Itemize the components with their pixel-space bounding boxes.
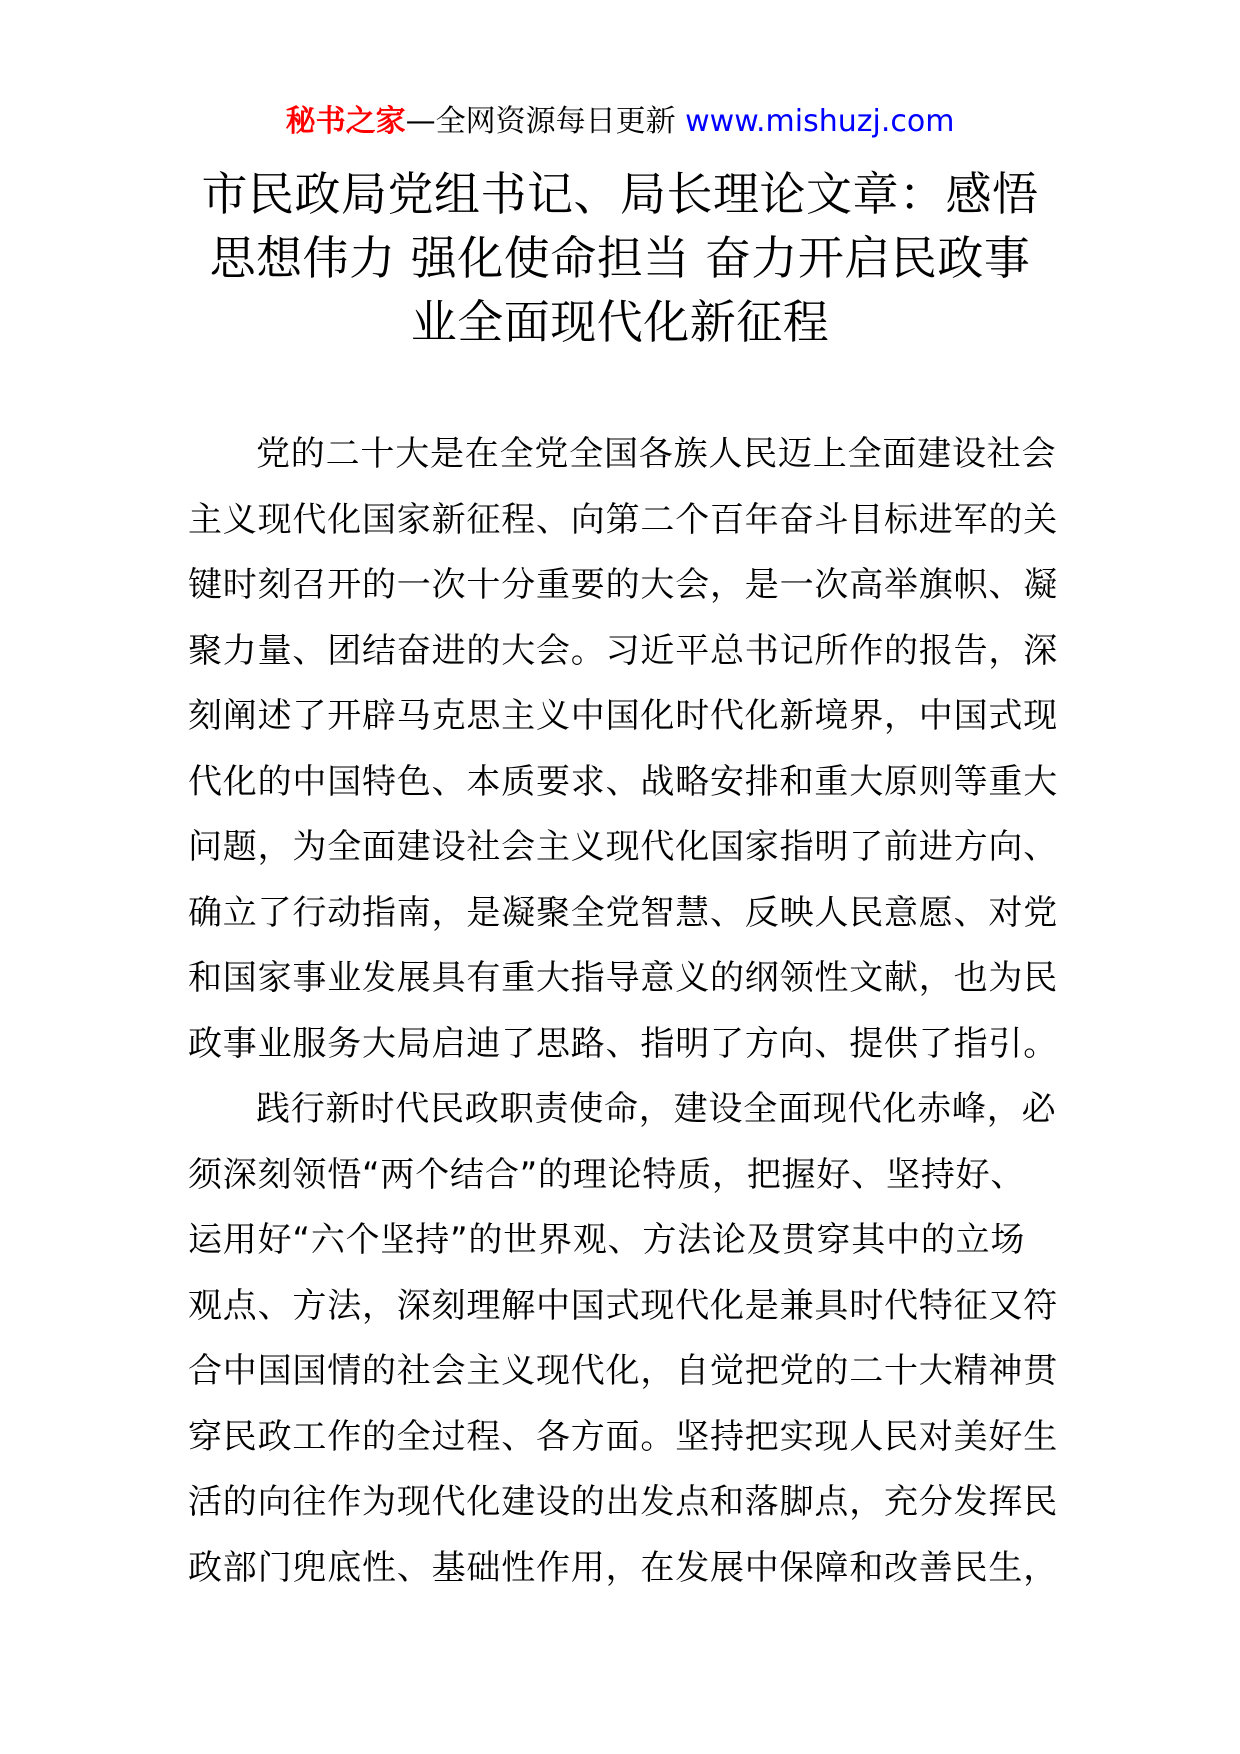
- site-url-link[interactable]: www.mishuzj.com: [685, 104, 955, 139]
- text-line: 主义现代化国家新征程、向第二个百年奋斗目标进军的关: [188, 499, 1058, 540]
- text-line: 合中国国情的社会主义现代化，自觉把党的二十大精神贯: [188, 1351, 1058, 1391]
- text-line: 政部门兜底性、基础性作用，在发展中保障和改善民生，: [188, 1547, 1058, 1588]
- document-title: [180, 162, 1060, 354]
- text-line: 确立了行动指南，是凝聚全党智慧、反映人民意愿、对党: [188, 892, 1058, 933]
- text-line: 党的二十大是在全党全国各族人民迈上全面建设社会: [256, 434, 1057, 474]
- text-line: 和国家事业发展具有重大指导意义的纲领性文献，也为民: [188, 958, 1058, 998]
- brand-name: 秘书之家: [285, 104, 406, 139]
- text-line: 问题，为全面建设社会主义现代化国家指明了前进方向、: [188, 827, 1058, 867]
- site-header: [0, 100, 1240, 144]
- text-line: 须深刻领悟“两个结合”的理论特质，把握好、坚持好、: [188, 1154, 1026, 1195]
- text-line: 观点、方法，深刻理解中国式现代化是兼具时代特征又符: [188, 1285, 1058, 1326]
- text-line: 活的向往作为现代化建设的出发点和落脚点，充分发挥民: [188, 1482, 1058, 1522]
- document-body: [188, 422, 1058, 1601]
- text-line: 运用好“六个坚持”的世界观、方法论及贯穿其中的立场: [188, 1220, 1026, 1260]
- text-line: 代化的中国特色、本质要求、战略安排和重大原则等重大: [188, 761, 1058, 802]
- title-line: 业全面现代化新征程: [410, 295, 830, 349]
- text-line: 穿民政工作的全过程、各方面。坚持把实现人民对美好生: [188, 1416, 1058, 1457]
- paragraph-1: [188, 422, 1058, 1077]
- header-tagline: —全网资源每日更新: [405, 104, 676, 139]
- paragraph-2: [188, 1077, 1058, 1601]
- text-line: 政事业服务大局启迪了思路、指明了方向、提供了指引。: [188, 1023, 1058, 1064]
- title-line: 思想伟力 强化使命担当 奋力开启民政事: [209, 231, 1031, 285]
- text-line: 践行新时代民政职责使命，建设全面现代化赤峰，必: [256, 1089, 1057, 1129]
- text-line: 键时刻召开的一次十分重要的大会，是一次高举旗帜、凝: [188, 565, 1058, 605]
- text-line: 刻阐述了开辟马克思主义中国化时代化新境界，中国式现: [188, 696, 1058, 736]
- title-line: 市民政局党组书记、局长理论文章：感悟: [201, 167, 1039, 221]
- text-line: 聚力量、团结奋进的大会。习近平总书记所作的报告，深: [188, 630, 1058, 671]
